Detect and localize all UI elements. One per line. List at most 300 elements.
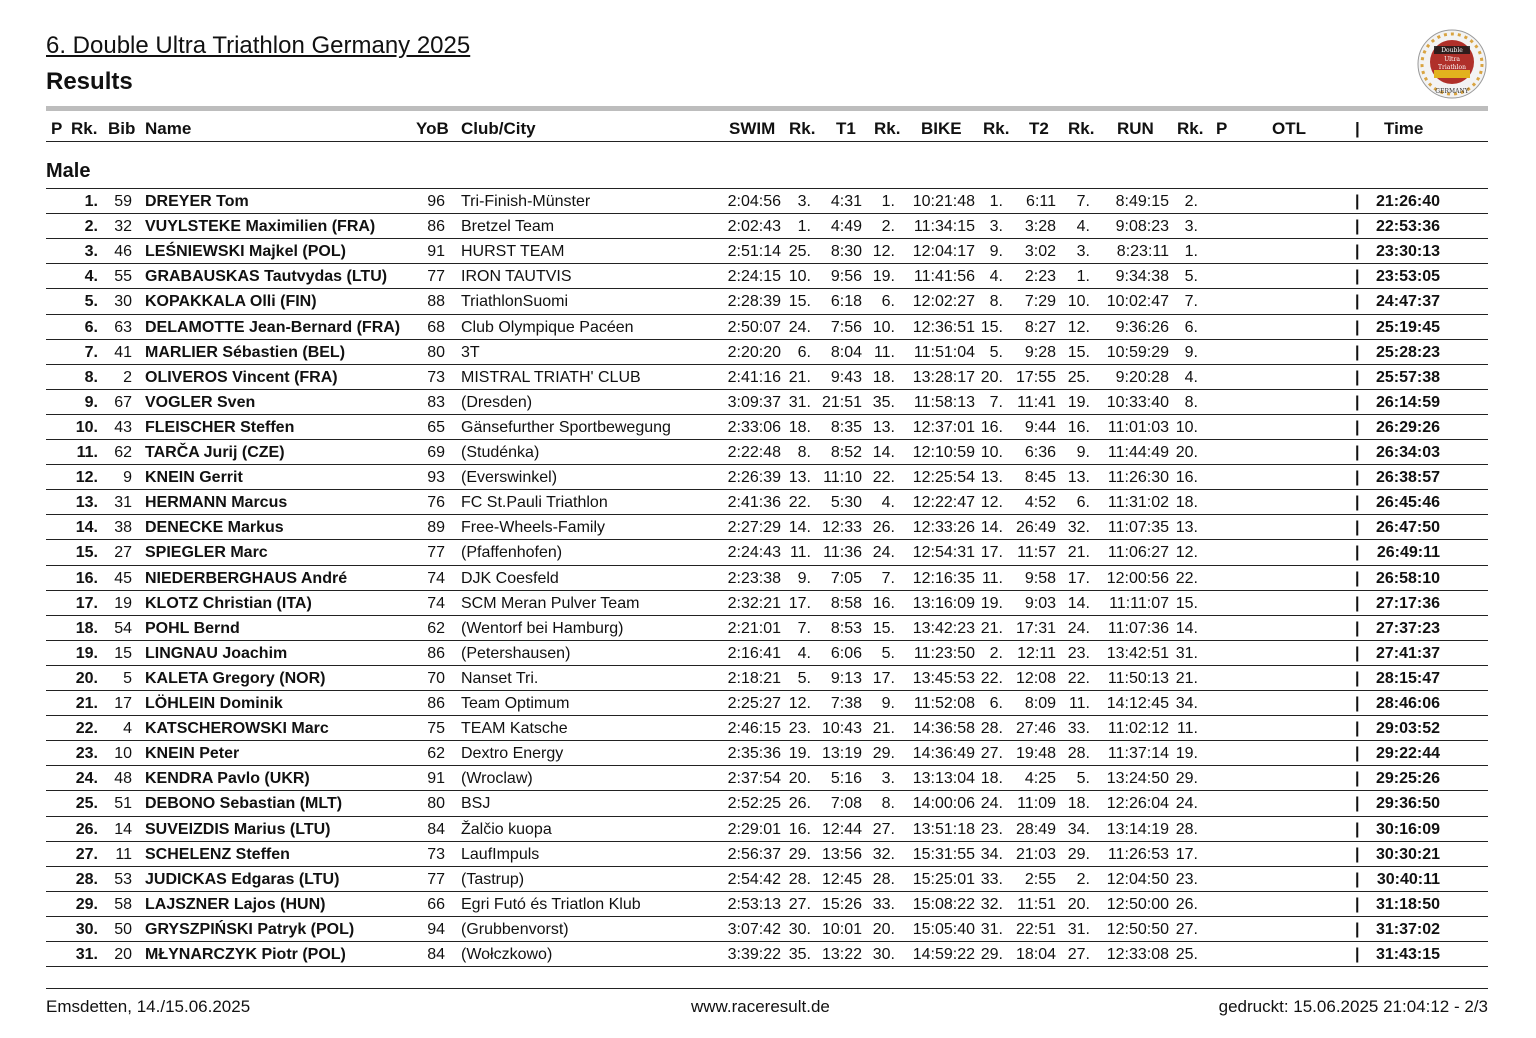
header-bib: Bib xyxy=(108,119,136,138)
name-cell: JUDICKAS Edgaras (LTU) xyxy=(145,870,340,888)
run-cell: 14:12:45 xyxy=(1106,695,1169,712)
table-row xyxy=(46,640,1488,665)
rank-cell: 7. xyxy=(84,343,98,361)
time-cell: 26:58:10 xyxy=(1375,569,1440,587)
t1-cell: 9:13 xyxy=(830,669,862,687)
t1-cell: 11:10 xyxy=(823,469,862,487)
yob-cell: 69 xyxy=(427,444,445,461)
run-rank-cell: 10. xyxy=(1175,418,1198,436)
yob-cell: 62 xyxy=(427,745,445,763)
table-row xyxy=(46,389,1488,414)
t2-rank-cell: 7. xyxy=(1076,193,1090,210)
time-cell: 26:38:57 xyxy=(1375,469,1440,487)
header-name: Name xyxy=(145,119,192,138)
page-title: 6. Double Ultra Triathlon Germany 2025 xyxy=(46,32,471,59)
run-rank-cell: 13. xyxy=(1175,519,1198,537)
table-row xyxy=(46,464,1488,489)
swim-rank-cell: 12. xyxy=(788,695,811,712)
t2-cell: 9:44 xyxy=(1024,418,1056,436)
run-rank-cell: 26. xyxy=(1175,895,1198,913)
run-cell: 9:36:26 xyxy=(1115,318,1169,336)
rank-cell: 28. xyxy=(75,870,98,888)
t1-rank-cell: 30. xyxy=(872,946,895,963)
t2-cell: 19:48 xyxy=(1015,745,1056,763)
t2-rank-cell: 33. xyxy=(1067,720,1090,738)
t1-rank-cell: 4. xyxy=(881,494,895,512)
swim-cell: 2:54:42 xyxy=(727,870,781,888)
yob-cell: 86 xyxy=(427,218,445,236)
time-cell: 30:16:09 xyxy=(1375,820,1440,838)
t2-cell: 8:27 xyxy=(1024,318,1056,336)
header-yob: YoB xyxy=(416,119,449,138)
bike-rank-cell: 24. xyxy=(980,795,1003,813)
time-separator: | xyxy=(1355,895,1360,913)
yob-cell: 73 xyxy=(427,368,445,386)
club-cell: BSJ xyxy=(461,795,491,813)
time-separator: | xyxy=(1355,293,1360,311)
rank-cell: 3. xyxy=(84,243,98,261)
bike-rank-cell: 7. xyxy=(989,393,1003,411)
run-rank-cell: 4. xyxy=(1184,368,1198,386)
t2-rank-cell: 29. xyxy=(1067,845,1090,863)
t1-rank-cell: 28. xyxy=(872,870,895,888)
rank-cell: 1. xyxy=(84,193,98,210)
run-rank-cell: 17. xyxy=(1175,845,1198,863)
bike-cell: 12:22:47 xyxy=(912,494,975,512)
rank-cell: 22. xyxy=(75,720,98,738)
footer-website: www.raceresult.de xyxy=(691,997,830,1016)
run-rank-cell: 34. xyxy=(1175,695,1198,712)
club-cell: IRON TAUTVIS xyxy=(461,268,572,286)
yob-cell: 93 xyxy=(427,469,445,487)
t2-cell: 3:28 xyxy=(1024,218,1056,236)
bib-cell: 63 xyxy=(114,318,132,336)
yob-cell: 80 xyxy=(427,795,445,813)
t1-cell: 13:56 xyxy=(821,845,862,863)
header-bike: BIKE xyxy=(921,119,962,138)
swim-rank-cell: 27. xyxy=(788,895,811,913)
bib-cell: 10 xyxy=(114,745,132,763)
bib-cell: 5 xyxy=(123,669,132,687)
t2-rank-cell: 17. xyxy=(1067,569,1090,587)
run-cell: 11:01:03 xyxy=(1107,418,1169,436)
t2-rank-cell: 11. xyxy=(1068,695,1090,712)
swim-rank-cell: 4. xyxy=(797,644,811,662)
run-cell: 9:08:23 xyxy=(1115,218,1169,236)
club-cell: Žalčio kuopa xyxy=(461,820,552,838)
time-separator: | xyxy=(1355,469,1360,487)
bike-rank-cell: 5. xyxy=(989,343,1003,361)
name-cell: LÖHLEIN Dominik xyxy=(145,695,283,712)
t2-cell: 21:03 xyxy=(1015,845,1056,863)
bib-cell: 9 xyxy=(123,469,132,487)
time-separator: | xyxy=(1355,669,1360,687)
bib-cell: 46 xyxy=(114,243,132,261)
bike-rank-cell: 15. xyxy=(980,318,1003,336)
run-cell: 13:42:51 xyxy=(1106,644,1169,662)
run-rank-cell: 20. xyxy=(1175,444,1198,461)
bib-cell: 67 xyxy=(114,393,132,411)
bike-rank-cell: 8. xyxy=(989,293,1003,311)
bike-rank-cell: 17. xyxy=(980,544,1003,562)
name-cell: VOGLER Sven xyxy=(145,393,256,411)
t2-cell: 7:29 xyxy=(1024,293,1056,311)
club-cell: (Studénka) xyxy=(461,444,540,461)
yob-cell: 62 xyxy=(427,619,445,637)
t2-rank-cell: 5. xyxy=(1076,770,1090,788)
swim-rank-cell: 10. xyxy=(788,268,811,286)
bib-cell: 53 xyxy=(114,870,132,888)
bib-cell: 15 xyxy=(114,644,132,662)
t1-cell: 7:38 xyxy=(830,695,862,712)
bib-cell: 31 xyxy=(114,494,132,512)
yob-cell: 96 xyxy=(427,193,445,210)
run-rank-cell: 18. xyxy=(1175,494,1198,512)
bike-rank-cell: 33. xyxy=(980,870,1003,888)
t2-rank-cell: 10. xyxy=(1067,293,1090,311)
swim-cell: 2:16:41 xyxy=(727,644,781,662)
t1-rank-cell: 18. xyxy=(872,368,895,386)
t2-cell: 11:51 xyxy=(1017,895,1056,913)
bike-rank-cell: 19. xyxy=(980,594,1003,612)
name-cell: SCHELENZ Steffen xyxy=(145,845,290,863)
t2-cell: 9:58 xyxy=(1024,569,1056,587)
time-cell: 31:37:02 xyxy=(1375,920,1440,938)
rank-cell: 15. xyxy=(75,544,98,562)
time-cell: 26:47:50 xyxy=(1375,519,1440,537)
t1-cell: 9:43 xyxy=(830,368,862,386)
table-row xyxy=(46,916,1488,941)
swim-cell: 2:24:15 xyxy=(727,268,781,286)
swim-cell: 2:24:43 xyxy=(727,544,781,562)
bib-cell: 11 xyxy=(115,845,132,863)
t2-cell: 12:11 xyxy=(1017,644,1056,662)
bib-cell: 14 xyxy=(114,820,132,838)
swim-rank-cell: 21. xyxy=(788,368,811,386)
rank-cell: 5. xyxy=(84,293,98,311)
run-rank-cell: 2. xyxy=(1184,193,1198,210)
logo-text-3: Triathlon xyxy=(1437,64,1467,71)
t2-rank-cell: 3. xyxy=(1076,243,1090,261)
rank-cell: 18. xyxy=(75,619,98,637)
bike-cell: 11:51:04 xyxy=(913,343,975,361)
name-cell: KOPAKKALA Olli (FIN) xyxy=(145,293,317,311)
swim-rank-cell: 16. xyxy=(788,820,811,838)
bike-rank-cell: 10. xyxy=(980,444,1003,461)
header-t2: T2 xyxy=(1029,119,1049,138)
run-cell: 11:50:13 xyxy=(1107,669,1169,687)
rank-cell: 2. xyxy=(84,218,98,236)
time-cell: 27:37:23 xyxy=(1375,619,1440,637)
page-subtitle: Results xyxy=(46,68,133,95)
t1-cell: 10:01 xyxy=(821,920,862,938)
swim-cell: 3:39:22 xyxy=(727,946,781,963)
t1-cell: 12:33 xyxy=(821,519,862,537)
time-separator: | xyxy=(1355,569,1360,587)
bike-rank-cell: 2. xyxy=(989,644,1003,662)
name-cell: POHL Bernd xyxy=(145,619,240,637)
swim-cell: 2:22:48 xyxy=(727,444,781,461)
rank-cell: 17. xyxy=(75,594,98,612)
rank-cell: 12. xyxy=(75,469,98,487)
rank-cell: 6. xyxy=(84,318,98,336)
run-rank-cell: 22. xyxy=(1175,569,1198,587)
time-cell: 26:34:03 xyxy=(1375,444,1440,461)
bike-cell: 13:42:23 xyxy=(912,619,975,637)
header-t1-rank: Rk. xyxy=(874,119,901,138)
t1-cell: 7:56 xyxy=(830,318,862,336)
time-cell: 24:47:37 xyxy=(1375,293,1440,311)
bib-cell: 17 xyxy=(114,695,132,712)
swim-rank-cell: 3. xyxy=(797,193,811,210)
bike-rank-cell: 1. xyxy=(989,193,1003,210)
bib-cell: 43 xyxy=(114,418,132,436)
club-cell: (Dresden) xyxy=(461,393,533,411)
bike-rank-cell: 23. xyxy=(980,820,1003,838)
club-cell: 3T xyxy=(461,343,480,361)
swim-rank-cell: 31. xyxy=(788,393,811,411)
run-rank-cell: 3. xyxy=(1184,218,1198,236)
bike-cell: 11:41:56 xyxy=(913,268,975,286)
time-separator: | xyxy=(1355,268,1360,286)
bike-rank-cell: 32. xyxy=(980,895,1003,913)
bike-rank-cell: 12. xyxy=(980,494,1003,512)
name-cell: NIEDERBERGHAUS André xyxy=(145,569,348,587)
t2-rank-cell: 6. xyxy=(1076,494,1090,512)
t2-rank-cell: 24. xyxy=(1067,619,1090,637)
rank-cell: 16. xyxy=(75,569,98,587)
yob-cell: 89 xyxy=(427,519,445,537)
t1-rank-cell: 33. xyxy=(872,895,895,913)
header-underline xyxy=(46,141,1488,142)
time-cell: 31:18:50 xyxy=(1375,895,1440,913)
table-row xyxy=(46,765,1488,790)
time-cell: 29:25:26 xyxy=(1375,770,1440,788)
time-separator: | xyxy=(1355,544,1360,562)
table-row xyxy=(46,489,1488,514)
yob-cell: 77 xyxy=(427,870,445,888)
t1-rank-cell: 8. xyxy=(881,795,895,813)
yob-cell: 88 xyxy=(427,293,445,311)
t1-cell: 12:45 xyxy=(821,870,862,888)
bike-cell: 13:51:18 xyxy=(912,820,975,838)
t2-cell: 17:31 xyxy=(1015,619,1056,637)
yob-cell: 94 xyxy=(427,920,445,938)
t1-rank-cell: 2. xyxy=(881,218,895,236)
bike-cell: 14:59:22 xyxy=(912,946,975,963)
club-cell: HURST TEAM xyxy=(461,243,565,261)
time-cell: 29:36:50 xyxy=(1375,795,1440,813)
yob-cell: 74 xyxy=(427,594,445,612)
time-cell: 27:41:37 xyxy=(1375,644,1440,662)
swim-rank-cell: 18. xyxy=(788,418,811,436)
t1-rank-cell: 20. xyxy=(872,920,895,938)
run-cell: 11:07:35 xyxy=(1107,519,1169,537)
t2-cell: 9:03 xyxy=(1024,594,1056,612)
swim-cell: 2:51:14 xyxy=(727,243,781,261)
group-heading: Male xyxy=(46,160,91,182)
swim-cell: 2:21:01 xyxy=(727,619,781,637)
t2-cell: 26:49 xyxy=(1015,519,1056,537)
name-cell: VUYLSTEKE Maximilien (FRA) xyxy=(145,218,376,236)
t2-cell: 27:46 xyxy=(1015,720,1056,738)
bike-cell: 15:05:40 xyxy=(912,920,975,938)
swim-cell: 2:27:29 xyxy=(727,519,781,537)
header-swim-rank: Rk. xyxy=(789,119,816,138)
time-separator: | xyxy=(1355,368,1360,386)
rank-cell: 23. xyxy=(75,745,98,763)
yob-cell: 76 xyxy=(427,494,445,512)
t1-rank-cell: 17. xyxy=(872,669,895,687)
t1-rank-cell: 12. xyxy=(872,243,895,261)
run-rank-cell: 9. xyxy=(1184,343,1198,361)
t2-rank-cell: 19. xyxy=(1067,393,1090,411)
time-cell: 22:53:36 xyxy=(1375,218,1440,236)
time-cell: 30:40:11 xyxy=(1376,870,1440,888)
yob-cell: 75 xyxy=(427,720,445,738)
footer-divider xyxy=(46,988,1488,989)
time-separator: | xyxy=(1355,243,1360,261)
time-cell: 26:29:26 xyxy=(1375,418,1440,436)
club-cell: (Grubbenvorst) xyxy=(461,920,569,938)
t1-rank-cell: 9. xyxy=(881,695,895,712)
bike-cell: 14:00:06 xyxy=(912,795,975,813)
bib-cell: 4 xyxy=(123,720,132,738)
table-row xyxy=(46,439,1488,464)
t2-cell: 3:02 xyxy=(1024,243,1056,261)
run-cell: 11:26:53 xyxy=(1107,845,1169,863)
swim-cell: 3:09:37 xyxy=(727,393,781,411)
t2-cell: 11:57 xyxy=(1017,544,1056,562)
time-cell: 29:22:44 xyxy=(1375,745,1440,763)
t2-cell: 22:51 xyxy=(1015,920,1056,938)
time-separator: | xyxy=(1355,393,1360,411)
swim-cell: 2:02:43 xyxy=(727,218,781,236)
t1-cell: 8:04 xyxy=(830,343,862,361)
bike-rank-cell: 34. xyxy=(980,845,1003,863)
bike-rank-cell: 4. xyxy=(989,268,1003,286)
rank-cell: 24. xyxy=(75,770,98,788)
swim-rank-cell: 24. xyxy=(788,318,811,336)
t2-rank-cell: 4. xyxy=(1076,218,1090,236)
t2-rank-cell: 15. xyxy=(1067,343,1090,361)
rank-cell: 20. xyxy=(75,669,98,687)
t2-rank-cell: 27. xyxy=(1067,946,1090,963)
run-rank-cell: 11. xyxy=(1176,720,1198,738)
header-run: RUN xyxy=(1117,119,1154,138)
table-row xyxy=(46,238,1488,263)
rank-cell: 29. xyxy=(75,895,98,913)
name-cell: LINGNAU Joachim xyxy=(145,644,288,662)
t1-cell: 6:18 xyxy=(830,293,862,311)
time-separator: | xyxy=(1355,695,1360,712)
name-cell: FLEISCHER Steffen xyxy=(145,418,295,436)
table-row xyxy=(46,841,1488,866)
swim-cell: 2:28:39 xyxy=(727,293,781,311)
t1-rank-cell: 32. xyxy=(872,845,895,863)
time-cell: 31:43:15 xyxy=(1375,946,1440,963)
time-cell: 26:14:59 xyxy=(1375,393,1440,411)
t2-rank-cell: 16. xyxy=(1067,418,1090,436)
footer-location: Emsdetten, 14./15.06.2025 xyxy=(46,997,251,1016)
t1-cell: 8:52 xyxy=(830,444,862,461)
bike-cell: 11:34:15 xyxy=(913,218,975,236)
table-row xyxy=(46,690,1488,715)
time-cell: 27:17:36 xyxy=(1375,594,1440,612)
t2-cell: 17:55 xyxy=(1015,368,1056,386)
bike-rank-cell: 14. xyxy=(980,519,1003,537)
t1-cell: 12:44 xyxy=(821,820,862,838)
time-separator: | xyxy=(1355,343,1360,361)
club-cell: (Everswinkel) xyxy=(461,469,558,487)
club-cell: FC St.Pauli Triathlon xyxy=(461,494,608,512)
t2-rank-cell: 28. xyxy=(1067,745,1090,763)
t2-rank-cell: 25. xyxy=(1067,368,1090,386)
time-separator: | xyxy=(1355,193,1360,210)
t1-cell: 4:49 xyxy=(830,218,862,236)
bike-cell: 12:37:01 xyxy=(912,418,975,436)
bib-cell: 41 xyxy=(114,343,132,361)
t1-rank-cell: 16. xyxy=(872,594,895,612)
name-cell: TARČA Jurij (CZE) xyxy=(145,444,285,461)
t1-cell: 13:22 xyxy=(821,946,862,963)
name-cell: DREYER Tom xyxy=(145,193,249,210)
swim-cell: 2:35:36 xyxy=(727,745,781,763)
club-cell: (Tastrup) xyxy=(461,870,525,888)
yob-cell: 68 xyxy=(427,318,445,336)
run-rank-cell: 1. xyxy=(1184,243,1198,261)
bike-rank-cell: 21. xyxy=(980,619,1003,637)
time-separator: | xyxy=(1355,318,1360,336)
yob-cell: 84 xyxy=(427,820,445,838)
run-cell: 8:49:15 xyxy=(1115,193,1169,210)
bib-cell: 45 xyxy=(114,569,132,587)
table-row xyxy=(46,414,1488,439)
swim-cell: 2:56:37 xyxy=(727,845,781,863)
time-separator: | xyxy=(1355,770,1360,788)
header-p: P xyxy=(51,119,63,138)
bib-cell: 2 xyxy=(123,368,132,386)
time-cell: 21:26:40 xyxy=(1375,193,1440,210)
bib-cell: 32 xyxy=(114,218,132,236)
t1-cell: 15:26 xyxy=(821,895,862,913)
time-cell: 23:30:13 xyxy=(1375,243,1440,261)
t1-rank-cell: 10. xyxy=(872,318,895,336)
header-t1: T1 xyxy=(836,119,856,138)
time-cell: 23:53:05 xyxy=(1375,268,1440,286)
table-row xyxy=(46,790,1488,815)
t1-cell: 7:05 xyxy=(830,569,862,587)
swim-rank-cell: 13. xyxy=(788,469,811,487)
yob-cell: 65 xyxy=(427,418,445,436)
run-cell: 10:59:29 xyxy=(1106,343,1169,361)
run-cell: 11:37:14 xyxy=(1107,745,1169,763)
bike-rank-cell: 22. xyxy=(980,669,1003,687)
run-cell: 10:33:40 xyxy=(1106,393,1169,411)
swim-cell: 2:18:21 xyxy=(727,669,781,687)
t2-cell: 8:09 xyxy=(1024,695,1056,712)
run-cell: 10:02:47 xyxy=(1106,293,1169,311)
t1-rank-cell: 35. xyxy=(872,393,895,411)
bib-cell: 30 xyxy=(114,293,132,311)
t2-cell: 2:55 xyxy=(1024,870,1056,888)
t1-rank-cell: 21. xyxy=(872,720,895,738)
swim-rank-cell: 19. xyxy=(788,745,811,763)
t1-cell: 21:51 xyxy=(821,393,862,411)
rank-cell: 9. xyxy=(84,393,98,411)
yob-cell: 77 xyxy=(427,268,445,286)
run-cell: 11:02:12 xyxy=(1107,720,1169,738)
